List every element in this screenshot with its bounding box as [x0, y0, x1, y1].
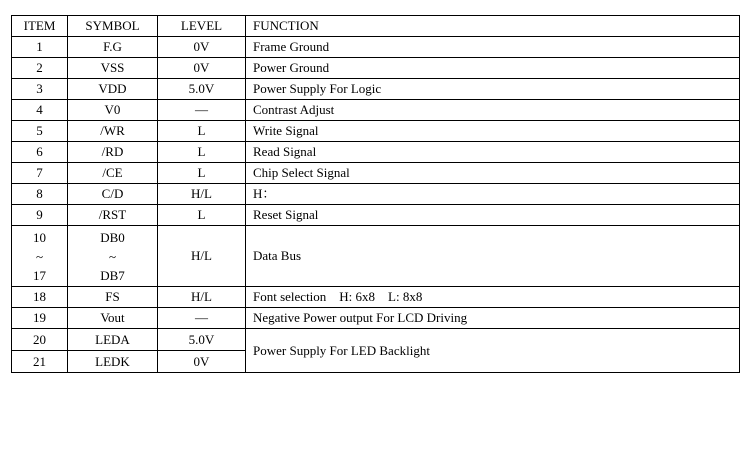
item-cell: 1	[12, 37, 68, 58]
level-cell: 0V	[158, 37, 246, 58]
item-range-end: 17	[33, 267, 46, 283]
pin-assignment-table	[11, 15, 740, 373]
symbol-cell: V0	[68, 100, 158, 121]
function-cell: Chip Select Signal	[246, 163, 740, 184]
item-cell: 19	[12, 308, 68, 329]
level-cell: L	[158, 142, 246, 163]
level-cell: H/L	[158, 226, 246, 287]
function-cell: Data Bus	[246, 226, 740, 287]
symbol-cell: LEDA	[68, 329, 158, 351]
item-range-cell	[12, 226, 68, 287]
item-cell: 3	[12, 79, 68, 100]
function-cell: Write Signal	[246, 121, 740, 142]
level-cell: H/L	[158, 287, 246, 308]
header-symbol: SYMBOL	[68, 16, 158, 37]
symbol-range-end: DB7	[100, 267, 125, 283]
table-row	[12, 287, 740, 308]
header-item: ITEM	[12, 16, 68, 37]
table-row	[12, 205, 740, 226]
level-cell: —	[158, 308, 246, 329]
level-cell: 0V	[158, 58, 246, 79]
item-cell: 8	[12, 184, 68, 205]
function-cell: Negative Power output For LCD Driving	[246, 308, 740, 329]
symbol-cell: Vout	[68, 308, 158, 329]
header-level: LEVEL	[158, 16, 246, 37]
symbol-range-cell	[68, 226, 158, 287]
table-row	[12, 142, 740, 163]
table-row	[12, 308, 740, 329]
item-cell: 4	[12, 100, 68, 121]
function-cell: Reset Signal	[246, 205, 740, 226]
item-cell: 7	[12, 163, 68, 184]
symbol-cell: F.G	[68, 37, 158, 58]
level-cell: 5.0V	[158, 329, 246, 351]
function-cell: H：	[246, 184, 740, 205]
function-cell: Power Ground	[246, 58, 740, 79]
function-cell: Frame Ground	[246, 37, 740, 58]
symbol-cell: LEDK	[68, 351, 158, 373]
item-cell: 20	[12, 329, 68, 351]
level-cell: L	[158, 205, 246, 226]
item-cell: 18	[12, 287, 68, 308]
item-range-start: 10	[33, 229, 46, 245]
item-cell: 21	[12, 351, 68, 373]
function-cell: Power Supply For LED Backlight	[246, 329, 740, 373]
table-row	[12, 79, 740, 100]
level-cell: L	[158, 163, 246, 184]
item-range-tilde: ~	[35, 248, 44, 264]
symbol-cell: /WR	[68, 121, 158, 142]
level-cell: 0V	[158, 351, 246, 373]
item-cell: 5	[12, 121, 68, 142]
table-row	[12, 37, 740, 58]
item-cell: 9	[12, 205, 68, 226]
level-cell: H/L	[158, 184, 246, 205]
item-cell: 2	[12, 58, 68, 79]
table-row	[12, 184, 740, 205]
data-bus-row	[12, 226, 740, 287]
level-cell: L	[158, 121, 246, 142]
function-cell: Font selection H: 6x8 L: 8x8	[246, 287, 740, 308]
symbol-cell: /RD	[68, 142, 158, 163]
table-row	[12, 163, 740, 184]
header-row	[12, 16, 740, 37]
symbol-cell: VDD	[68, 79, 158, 100]
symbol-range-tilde: ~	[108, 248, 117, 264]
symbol-range-start: DB0	[100, 229, 125, 245]
table-row	[12, 329, 740, 351]
table-row	[12, 100, 740, 121]
symbol-cell: C/D	[68, 184, 158, 205]
symbol-cell: /CE	[68, 163, 158, 184]
symbol-cell: FS	[68, 287, 158, 308]
symbol-cell: /RST	[68, 205, 158, 226]
level-cell: 5.0V	[158, 79, 246, 100]
symbol-cell: VSS	[68, 58, 158, 79]
function-cell: Contrast Adjust	[246, 100, 740, 121]
header-function: FUNCTION	[246, 16, 740, 37]
function-cell: Read Signal	[246, 142, 740, 163]
table-row	[12, 121, 740, 142]
level-cell: —	[158, 100, 246, 121]
function-cell: Power Supply For Logic	[246, 79, 740, 100]
table-row	[12, 58, 740, 79]
item-cell: 6	[12, 142, 68, 163]
